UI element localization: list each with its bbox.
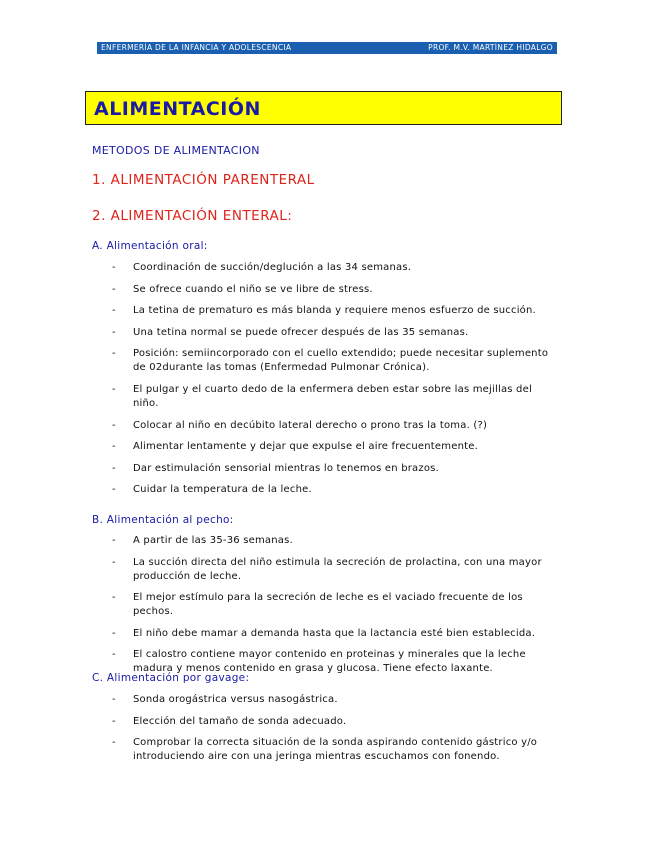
subsection-breast-heading: B. Alimentación al pecho: <box>92 514 234 526</box>
header-right-text: PROF. M.V. MARTÍNEZ HIDALGO <box>428 43 553 52</box>
subsection-oral-heading: A. Alimentación oral: <box>92 240 208 252</box>
page-header <box>97 42 557 54</box>
header-left-text: ENFERMERÍA DE LA INFANCIA Y ADOLESCENCIA <box>101 43 292 52</box>
list-item: - Comprobar la correcta situación de la sonda aspirando contenido gástrico y/o introduciendo aire con una jeringa mientras escuchamos con fonendo. <box>112 736 552 764</box>
methods-heading: METODOS DE ALIMENTACION <box>92 144 260 157</box>
list-item: - El calostro contiene mayor contenido en proteinas y minerales que la leche madura y menos contenido en grasa y glucosa. Tiene efecto laxante. <box>112 648 552 676</box>
list-item: - La tetina de prematuro es más blanda y requiere menos esfuerzo de succión. <box>112 304 552 318</box>
list-item: - Se ofrece cuando el niño se ve libre de stress. <box>112 283 552 297</box>
list-item: - Posición: semiincorporado con el cuello extendido; puede necesitar suplemento de 02durante las tomas (Enfermedad Pulmonar Crónica). <box>112 347 552 375</box>
list-item: - El niño debe mamar a demanda hasta que la lactancia esté bien establecida. <box>112 627 552 641</box>
list-item: - El mejor estímulo para la secreción de leche es el vaciado frecuente de los pechos. <box>112 591 552 619</box>
oral-feeding-list <box>112 261 552 505</box>
list-item: - Elección del tamaño de sonda adecuado. <box>112 715 552 729</box>
list-item: - A partir de las 35-36 semanas. <box>112 534 552 548</box>
breast-feeding-list <box>112 534 552 684</box>
section-enteral: 2. ALIMENTACIÓN ENTERAL: <box>92 208 293 224</box>
list-item: - La succión directa del niño estimula la secreción de prolactina, con una mayor producción de leche. <box>112 556 552 584</box>
gavage-list <box>112 693 552 772</box>
list-item: - Cuidar la temperatura de la leche. <box>112 483 552 497</box>
list-item: - Alimentar lentamente y dejar que expulse el aire frecuentemente. <box>112 440 552 454</box>
list-item: - Coordinación de succión/deglución a las 34 semanas. <box>112 261 552 275</box>
page-title: ALIMENTACIÓN <box>85 91 562 125</box>
list-item: - Una tetina normal se puede ofrecer después de las 35 semanas. <box>112 326 552 340</box>
list-item: - Colocar al niño en decúbito lateral derecho o prono tras la toma. (?) <box>112 419 552 433</box>
list-item: - El pulgar y el cuarto dedo de la enfermera deben estar sobre las mejillas del niño. <box>112 383 552 411</box>
section-parenteral: 1. ALIMENTACIÓN PARENTERAL <box>92 172 315 188</box>
list-item: - Sonda orogástrica versus nasogástrica. <box>112 693 552 707</box>
list-item: - Dar estimulación sensorial mientras lo tenemos en brazos. <box>112 462 552 476</box>
subsection-gavage-heading: C. Alimentación por gavage: <box>92 672 250 684</box>
